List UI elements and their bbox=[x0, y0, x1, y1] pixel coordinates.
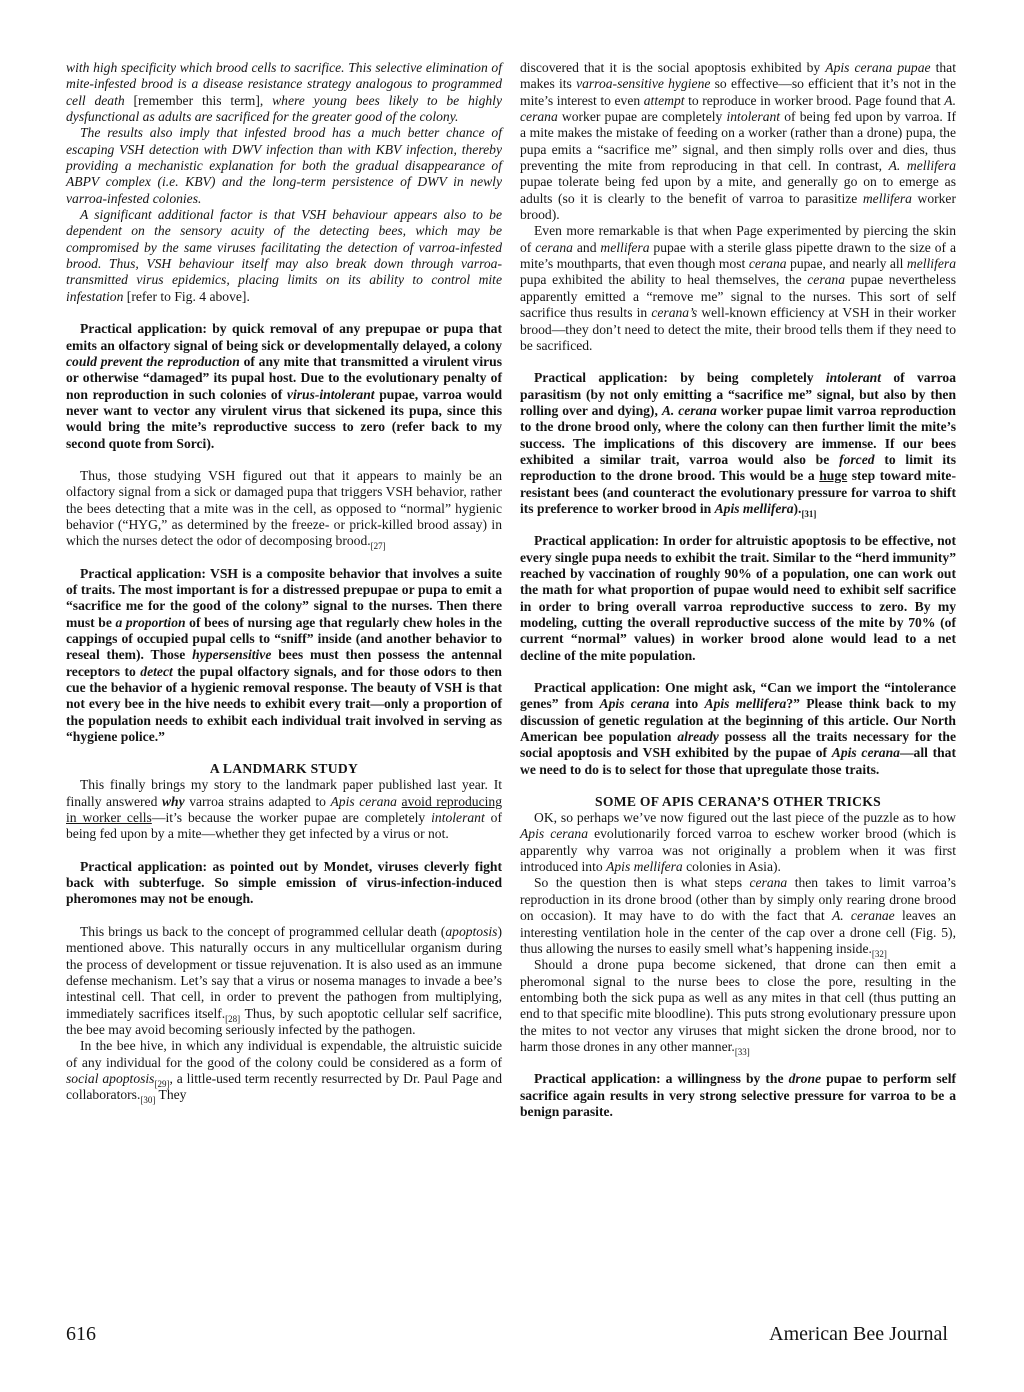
paragraph-social-apoptosis: In the bee hive, in which any individual is expendable, the altruistic suicide of any individual for the good of the colony could be considered as a form of social apoptosis$_{[29]}$, a little-used term recently resurrected by Dr. Paul Page and $collaborators._{[30]}$ They bbox=[66, 1038, 502, 1106]
paragraph-puzzle: OK, so perhaps we’ve now figured out the last piece of the puzzle as to how Apis cerana evolutionarily forced varroa to eschew worker brood (which is apparently why varroa was not originally a problem when it was first introduced into Apis mellifera colonies in Asia). bbox=[520, 810, 956, 875]
paragraph-quote-3: A significant additional factor is that VSH behaviour appears also to be dependent on the sensory acuity of the detecting bees, which may be compromised by the same viruses facilitating the detection of varroa-infested brood. Thus, VSH behaviour itself may also break down through varroa-transmitted virus epidemics, placing limits on its ability to control mite infestation [refer to Fig. 4 above]. bbox=[66, 207, 502, 304]
paragraph-quote-2: The results also imply that infested brood has a much better chance of escaping VSH detection with DWV infection than with KBV infection, thereby providing a mechanistic explanation for both the gradual disappearance of ABPV complex (i.e. KBV) and the long-term persistence of DWV in newly varroa-infested colonies. bbox=[66, 125, 502, 206]
paragraph-page-findings: discovered that it is the social apoptosis exhibited by Apis cerana pupae that makes its varroa-sensitive hygiene so effective—so efficient that it’s not in the mite’s interest to even attempt to reproduce in worker brood. Page found that A. cerana worker pupae are completely intolerant of being fed upon by varroa. If a mite makes the mistake of feeding on a worker (rather than a drone) pupa, the pupa emits a “sacrifice me” signal, and then simply rolls over and dies, thus preventing the mite from reproducing in that cell. In contrast, A. mellifera pupae tolerate being fed upon by a mite, and generally go on to emerge as adults (so it is clearly to the benefit of varroa to parasitize mellifera worker brood). bbox=[520, 60, 956, 223]
paragraph-landmark: This finally brings my story to the landmark paper published last year. It finally answered why varroa strains adapted to Apis cerana avoid reproducing in worker cells—it’s because the worker pupae are completely intolerant of being fed upon by a mite—whether they get infected by a virus or not. bbox=[66, 777, 503, 842]
paragraph-apoptosis: This brings us back to the concept of programmed cellular death (apoptosis) mentioned above. This naturally occurs in any multicellular organism during the process of development or tissue rejuvenation. It is also used as an immune defense mechanism. Let’s say that a virus or nosema manages to invade a bee’s intestinal cell. That cell, in order to prevent the pathogen from multiplying, immediately sacrifices $itself._{[28]}$ Thus, by such apoptotic cellular self sacrifice, the bee may avoid becoming seriously infected by the pathogen. bbox=[66, 923, 502, 1037]
practical-application-1: Practical application: by quick removal of any prepupae or pupa that emits an olfactory signal of being sick or developmentally delayed, a colony could prevent the reproduction of any mite that transmitted a virulent virus or otherwise “damaged” its pupal host. Due to the evolutionary penalty of non reproduction in such colonies of virus-intolerant pupae, varroa would never want to vector any virulent virus that sickened its pupa, since this would bring the mite’s reproductive success to zero (refer back to my second quote from Sorci). bbox=[66, 321, 502, 451]
paragraph-pipette-experiment: Even more remarkable is that when Page experimented by piercing the skin of cerana and mellifera pupae with a sterile glass pipette drawn to the size of a mite’s mouthparts, that even though most cerana pupae, and nearly all mellifera pupa exhibited the ability to heal themselves, the cerana pupae nevertheless apparently emitted a “remove me” signal to the nurses. This sort of self sacrifice thus results in cerana’s well-known efficiency at VSH in their worker brood—they don’t need to detect the mite, their brood tells them if they need to be sacrificed. bbox=[520, 223, 956, 353]
practical-application-6: Practical application: One might ask, “Can we import the “intolerance genes” from Apis cerana into Apis mellifera?” Please think back to my discussion of genetic regulation at the beginning of this article. Our North American bee population already possess all the traits necessary for the social apoptosis and VSH exhibited by the pupae of Apis cerana—all that we need to do is to select for those that upregulate those traits. bbox=[520, 680, 956, 777]
practical-application-2: Practical application: VSH is a composite behavior that involves a suite of traits. The most important is for a distressed prepupae or pupa to emit a “sacrifice me for the good of the colony” signal to the nurses. Then there must be a proportion of bees of nursing age that regularly chew holes in the cappings of occupied pupal cells to “sniff” inside (and another behavior to reseal them). Those hypersensitive bees must then possess the antennal receptors to detect the pupal olfactory signals, and for those odors to then cue the behavior of a hygienic removal response. The beauty of VSH is that not every bee in the hive needs to exhibit every trait—only a proportion of the population needs to exhibit each individual trait involved in serving as “hygiene police.” bbox=[66, 565, 502, 745]
paragraph-drone-brood: So the question then is what steps cerana then takes to limit varroa’s reproduction in its drone brood (other than by simply only rearing drone brood on occasion). It may have to do with the fact that A. ceranae leaves an interesting ventilation hole in the center of the cap over a drone cell (Fig. 5), thus allowing the nurses to easily smell what’s happening $inside._{[32]}$ bbox=[520, 875, 957, 959]
journal-name: American Bee Journal bbox=[769, 1323, 948, 1345]
practical-application-5: Practical application: In order for altruistic apoptosis to be effective, not every single pupa needs to exhibit the trait. Similar to the “herd immunity” reached by vaccination of roughly 90% of a population, one can work out the math for what proportion of pupae would need to exhibit self sacrifice in order to bring overall varroa reproductive success to zero. By my modeling, cutting the overall reproductive success of the mite by 70% (of current “normal” values) in worker brood alone would lead to a net decline of the mite population. bbox=[520, 533, 956, 663]
left-column bbox=[66, 60, 502, 1104]
section-heading-landmark-study: A LANDMARK STUDY bbox=[209, 761, 359, 777]
paragraph-quote-1: with high specificity which brood cells to sacrifice. This selective elimination of mite-infested brood is a disease resistance strategy analogous to programmed cell death [remember this term], where young bees likely to be highly dysfunctional as adults are sacrificed for the greater good of the colony. bbox=[66, 60, 502, 125]
practical-application-3: Practical application: as pointed out by Mondet, viruses cleverly fight back with subterfuge. So simple emission of virus-infection-induced pheromones may not be enough. bbox=[66, 858, 502, 907]
section-heading-other-tricks: SOME OF APIS CERANA’S OTHER TRICKS bbox=[594, 794, 882, 810]
paragraph-entombing: Should a drone pupa become sickened, that drone can then emit a pheromonal signal to the nurse bees to close the pore, resulting in the entombing both the sick pupa as well as any mites in that cell (thus putting an end to that specific mite bloodline). This puts strong evolutionary pressure upon the mites to not vector any viruses that might sicken the drone brood, nor to harm those drones in any other $manner._{[33]}$ bbox=[520, 957, 956, 1057]
paragraph-vsh-signal: Thus, those studying VSH figured out that it appears to mainly be an olfactory signal from a sick or damaged pupa that triggers VSH behavior, rather the bees detecting that a mite was in the cell, as opposed to “normal” hygienic behavior (“HYG,” as determined by the freeze- or prick-killed brood assay) in which the nurses detect the odor of decomposing $brood._{[27]}$ bbox=[66, 467, 502, 552]
practical-application-4: Practical application: by being completely intolerant of varroa parasitism (by not only emitting a “sacrifice me” signal, but also by then rolling over and dying), A. cerana worker pupae limit varroa reproduction to the drone brood only, where the colony can then further limit the mite’s success. The implications of this discovery are immense. If our bees exhibited a similar trait, varroa would also be forced to limit its reproduction to the drone brood. This would be a huge step toward mite-resistant bees (and counteract the evolutionary pressure for varroa to shift its preference to worker brood in Apis $mellifera)._{[31]}$ bbox=[520, 370, 956, 519]
right-column bbox=[520, 60, 956, 1136]
page-number: 616 bbox=[66, 1323, 96, 1345]
practical-application-7: Practical application: a willingness by the drone pupae to perform self sacrifice again results in very strong selective pressure for varroa to be a benign parasite. bbox=[520, 1071, 956, 1119]
